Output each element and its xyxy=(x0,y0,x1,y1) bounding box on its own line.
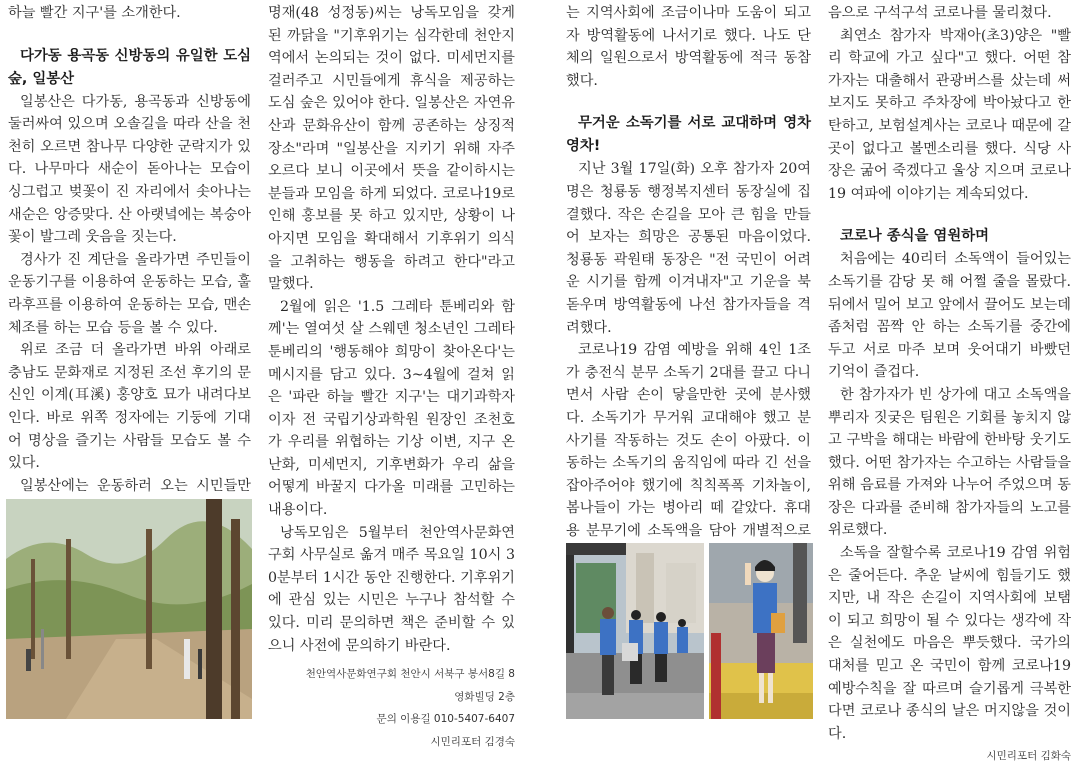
paragraph: 소독을 잘할수록 코로나19 감염 위험은 줄어든다. 추운 날씨에 힘들기도 했지만, 내 작은 손길이 지역사회에 보탬이 되고 희망이 될 수 있다는 생각에 작은 실천에도 마음은 뿌듯했다. 국가의 대처를 믿고 온 국민이 함께 코로나19 예방수칙을 잘 따르며 슬기롭게 극복한다면 코로나 종식의 날은 머지않을 것이다. xyxy=(828,545,1071,742)
volunteers-bus-stop-photo xyxy=(566,543,704,719)
article-column-2 xyxy=(268,2,515,753)
paragraph: 위로 조금 더 올라가면 바위 아래로 충남도 문화재로 지정된 조선 후기의 문신인 이계(耳溪) 홍양호 묘가 내려다보인다. 바로 위쪽 정자에는 기둥에 기대어 명상을 즐기는 사람들 모습도 볼 수 있다. xyxy=(8,342,251,472)
section-heading-ilbongsan: 다가동 용곡동 신방동의 유일한 도심 숲, 일봉산 xyxy=(8,47,251,87)
paragraph: 일봉산에는 운동하러 오는 시민들만 xyxy=(20,477,251,494)
paragraph: 일봉산은 다가동, 용곡동과 신방동에 둘러싸여 있으며 오솔길을 따라 산을 천천히 오르면 참나무 다양한 군락지가 있다. 나무마다 새순이 돋아나는 모습이 싱그럽고 벚꽃이 진 자리에서 솟아나는 새순은 앙증맞다. 산 아랫녘에는 복숭아꽃이 발그레 웃음을 짓는다. xyxy=(8,93,251,246)
paragraph: 는 지역사회에 조금이나마 도움이 되고자 방역활동에 나서기로 했다. 나도 단체의 일원으로서 방역활동에 적극 동참했다. xyxy=(566,5,811,89)
contact-phone: 문의 이용길 010-5407-6407 xyxy=(376,713,515,726)
paragraph: 지난 3월 17일(화) 오후 참가자 20여 명은 청룡동 행정복지센터 동장실에 집결했다. 작은 손길을 모아 큰 힘을 만들어 보자는 희망은 공통된 마음이었다. 청룡동 곽원태 동장은 "전 국민이 어려운 시기를 함께 이겨내자"고 기운을 북돋우며 방역활동에 나선 참가자들을 격려했다. xyxy=(566,161,811,336)
section-heading-disinfector: 무거운 소독기를 서로 교대하며 영차영차! xyxy=(566,115,811,155)
continued-text: 하늘 빨간 지구'를 소개한다. xyxy=(8,5,181,21)
article-column-4 xyxy=(828,2,1071,768)
article-column-1 xyxy=(8,2,251,520)
paragraph: 코로나19 감염 예방을 위해 4인 1조가 충전식 분무 소독기 2대를 끌고 다니면서 사람 손이 닿을만한 곳에 분사했다. 소독기가 무거워 교대해야 했고 분사기를 작동하는 것도 손이 아팠다. 이동하는 소독기의 움직임에 따라 긴 선을 잡아주어야 했기에 칙칙폭폭 기차놀이, 봄나들이 가는 병아리 떼 같았다. 휴대용 분무기에 소독액을 담아 개별적으로 xyxy=(566,342,811,539)
article-column-3 xyxy=(566,2,811,565)
paragraph: 한 참가자가 빈 상가에 대고 소독액을 뿌리자 짓궂은 팀원은 기회를 놓치지 않고 구박을 해대는 바람에 한바탕 웃기도 했다. 어떤 참가자는 수고하는 사람들을 위해 음료를 가져와 나누어 주었으며 동장은 다과를 준비해 참가자들의 노고를 위로했다. xyxy=(828,386,1071,539)
paragraph: 처음에는 40리터 소독액이 들어있는 소독기를 감당 못 해 어쩔 줄을 몰랐다. 뒤에서 밀어 보고 앞에서 끌어도 보는데 좀처럼 꼼짝 안 하는 소독기를 중간에 두고 서로 마주 보며 웃어대기 바빴던 기억이 즐겁다. xyxy=(828,251,1071,381)
section-heading-covid-end: 코로나 종식을 염원하며 xyxy=(840,228,990,245)
paragraph: 최연소 참가자 박재아(초3)양은 "빨리 학교에 가고 싶다"고 했다. 어떤 참가자는 대출해서 관광버스를 샀는데 써보지도 못하고 주차장에 박아놨다고 한탄하고, 보험설계사는 코로나 때문에 갈 곳이 없다고 볼멘소리를 했다. 식당 사장은 굶어 죽겠다고 울상 지으며 코로나19 여파에 이야기는 계속되었다. xyxy=(828,27,1071,202)
contact-address: 천안역사문화연구회 천안시 서북구 봉서8길 8 xyxy=(305,668,515,681)
paragraph: 낭독모임은 5월부터 천안역사문화연구회 사무실로 옮겨 매주 목요일 10시 30분부터 1시간 동안 진행한다. 기후위기에 관심 있는 시민은 누구나 참석할 수 있다. 미리 문의하면 책은 준비할 수 있으니 사전에 문의하기 바란다. xyxy=(268,524,515,654)
paragraph: 2월에 읽은 '1.5 그레타 툰베리와 함께'는 열여섯 살 스웨덴 청소년인 그레타 툰베리의 '행동해야 희망이 찾아온다'는 메시지를 담고 있다. 3~4월에 걸쳐 읽은 '파란 하늘 빨간 지구'는 대기과학자이자 전 국립기상과학원 원장인 조천호가 우리를 위협하는 기상 이변, 지구 온난화, 미세먼지, 기후변화가 우리 삶을 어떻게 바꿀지 다가올 미래를 고민하는 내용이다. xyxy=(268,298,515,519)
child-volunteer-photo xyxy=(709,543,813,719)
contact-address-building: 영화빌딩 2층 xyxy=(454,690,515,703)
paragraph: 명재(48 성정동)씨는 낭독모임을 갖게 된 까닭을 "기후위기는 심각한데 천안지역에서 논의되는 것이 없다. 미세먼지를 걸러주고 시민들에게 휴식을 제공하는 도심 숲은 있어야 한다. 일봉산은 자연유산과 문화유산이 함께 공존하는 상징적 장소"라며 "일봉산을 지키기 위해 자주 오르다 보니 이곳에서 뜻을 같이하시는 분들과 모임을 하게 되었다. 코로나19로 인해 홍보를 못 하고 있지만, 상황이 나아지면 모임을 확대해서 기후위기 의식을 고취하는 행동을 하려고 한다"라고 말했다. xyxy=(268,5,515,293)
ilbongsan-forest-photo xyxy=(6,499,252,719)
paragraph: 음으로 구석구석 코로나를 물리쳤다. xyxy=(828,5,1052,21)
paragraph: 경사가 진 계단을 올라가면 주민들이 운동기구를 이용하여 운동하는 모습, 훌라후프를 이용하여 운동하는 모습, 맨손체조를 하는 모습 등을 볼 수 있다. xyxy=(8,251,251,336)
reporter-byline: 시민리포터 김화숙 xyxy=(986,750,1071,763)
reporter-byline: 시민리포터 김경숙 xyxy=(430,735,515,748)
